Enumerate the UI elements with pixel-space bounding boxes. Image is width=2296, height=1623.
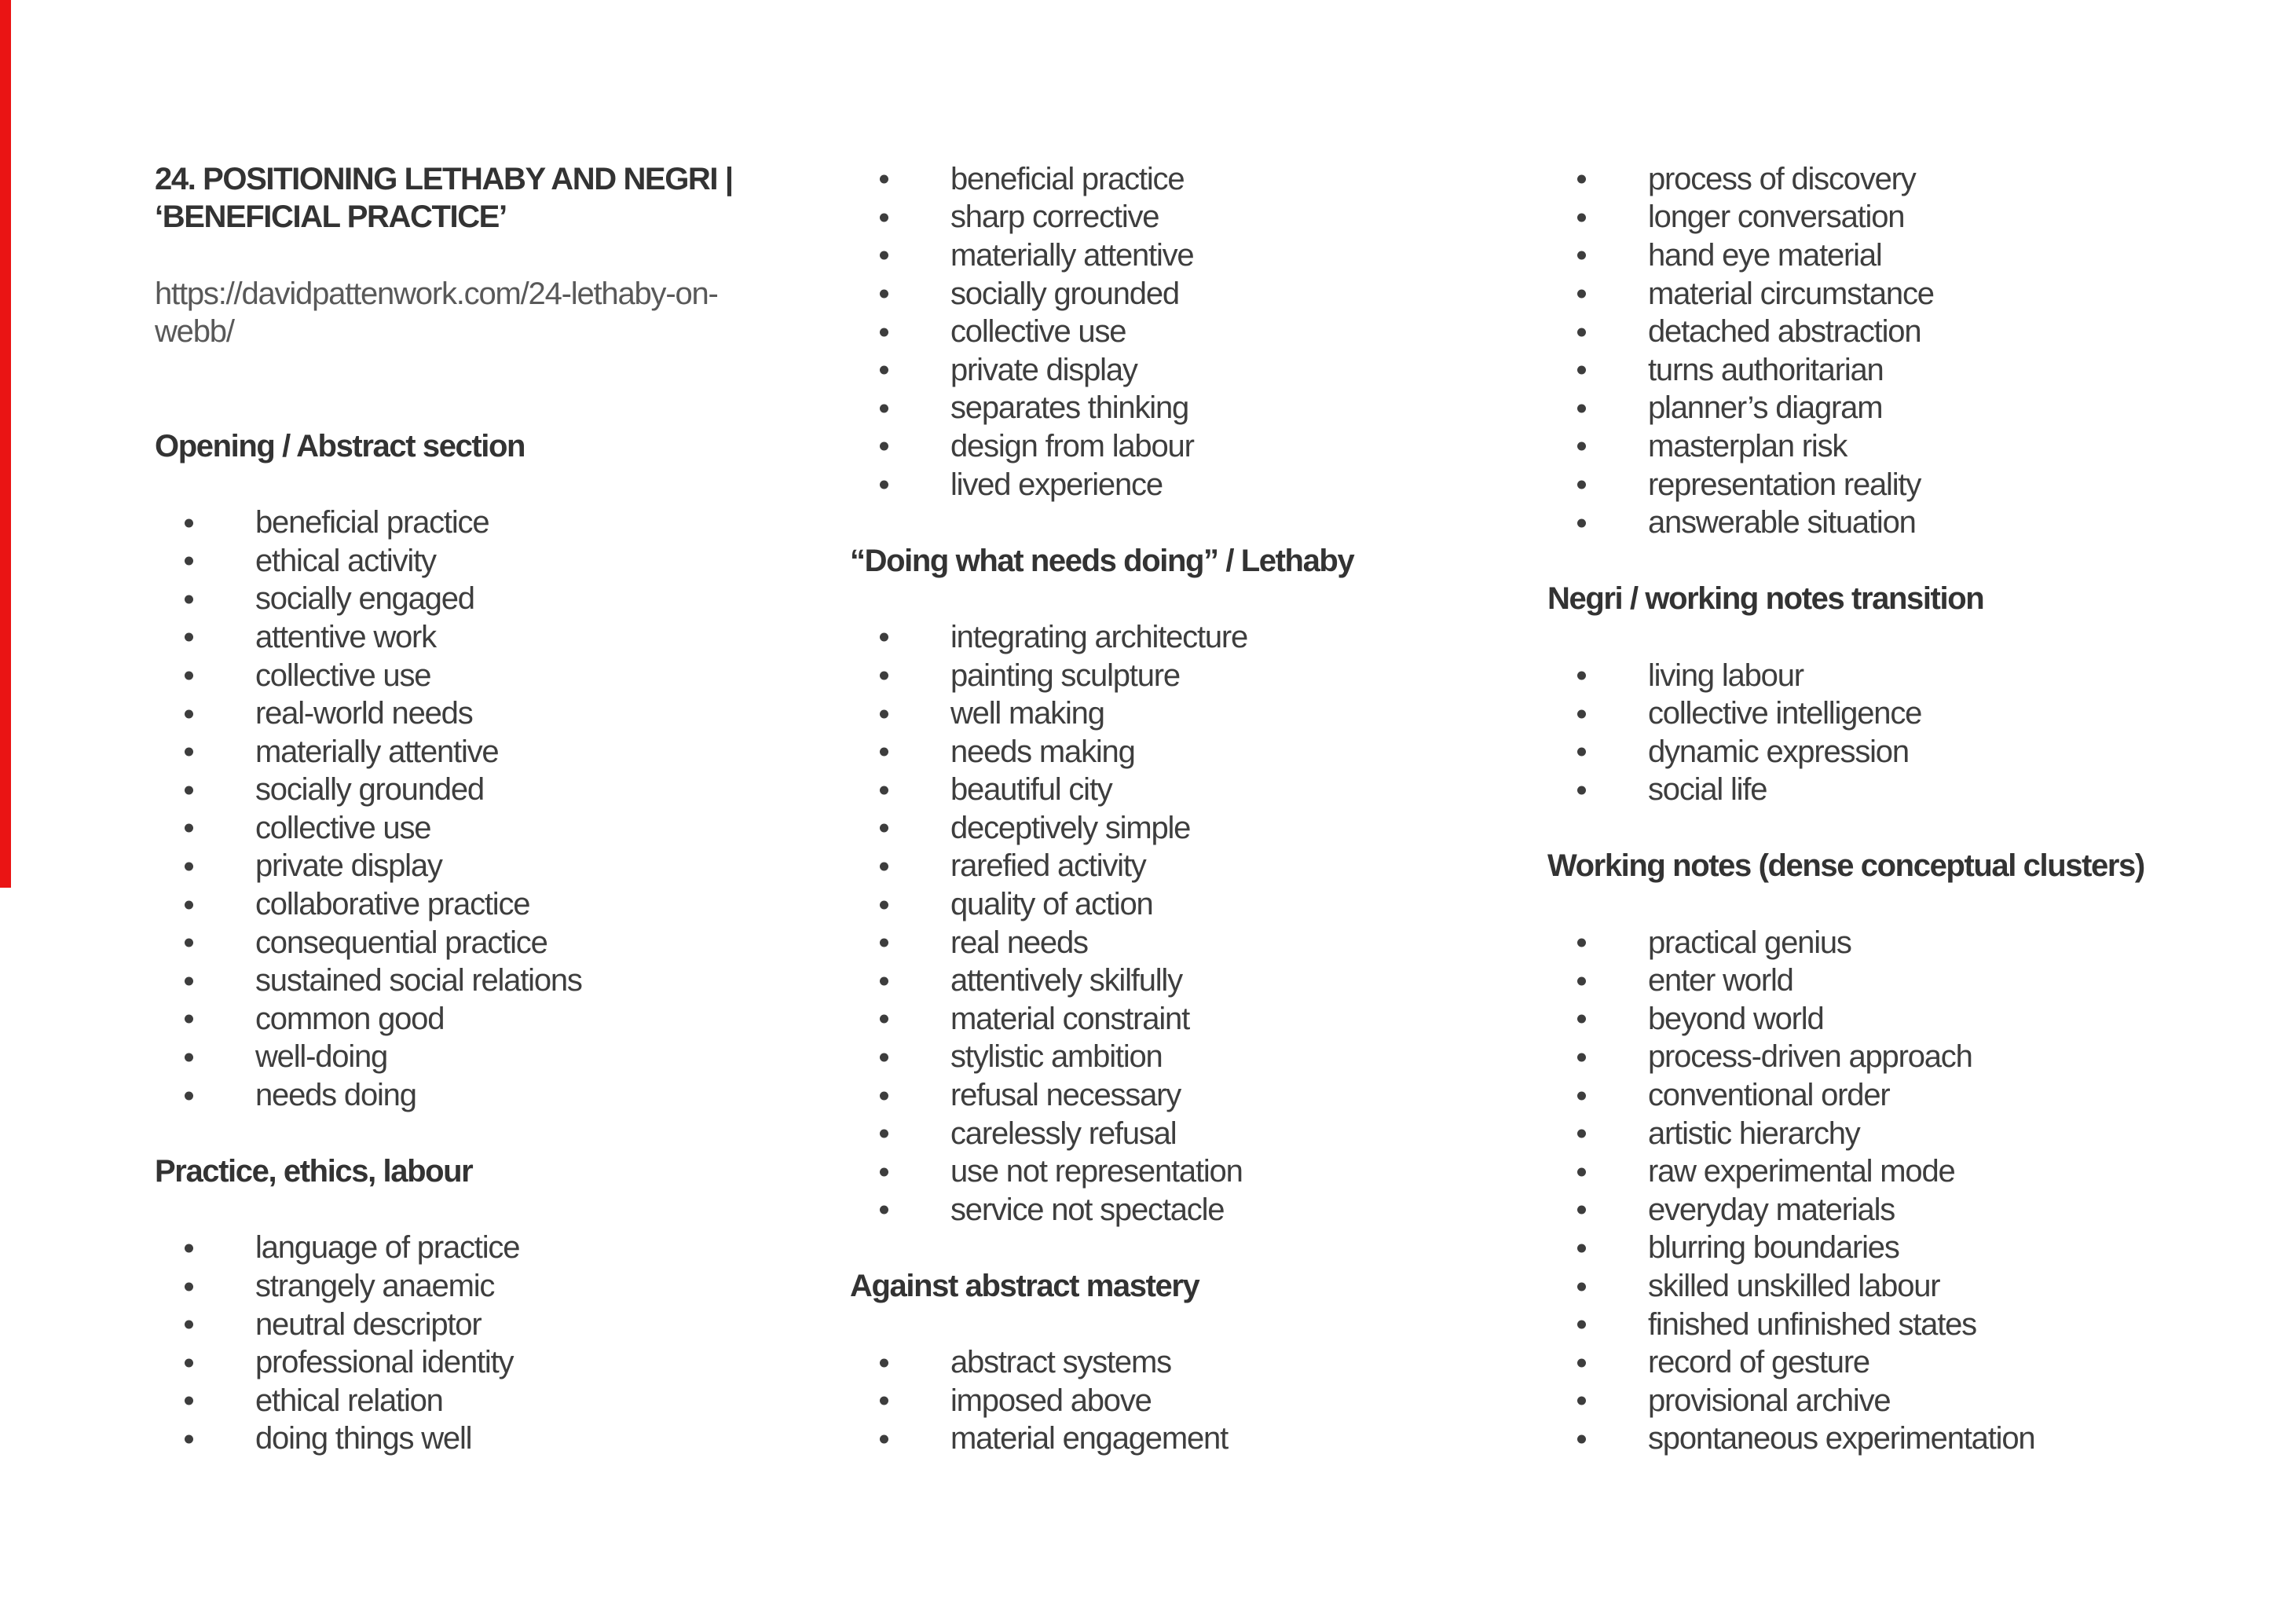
bullet-dot-icon	[185, 1282, 193, 1291]
bullet-dot-icon	[1577, 1282, 1586, 1291]
bullet-dot-icon	[880, 1397, 888, 1405]
list-item	[1547, 1382, 2254, 1420]
bullet-dot-icon	[1577, 939, 1586, 947]
bullet-dot-icon	[1577, 1206, 1586, 1215]
url-line	[155, 313, 862, 351]
list-item	[1547, 1152, 2254, 1191]
bullet-dot-icon	[185, 557, 193, 566]
list-item	[850, 694, 1557, 733]
list-item-text: process-driven approach	[1648, 1039, 1972, 1075]
list-item-text: collective use	[255, 658, 431, 693]
list-item	[155, 1229, 862, 1268]
list-item-text: everyday materials	[1648, 1192, 1895, 1227]
column-right	[1547, 160, 2254, 1458]
bullet-dot-icon	[1577, 366, 1586, 375]
list-item-text: masterplan risk	[1648, 428, 1847, 463]
list-item	[155, 1267, 862, 1306]
list-item	[1547, 466, 2254, 504]
list-item-text: beneficial practice	[950, 161, 1185, 196]
bullet-dot-icon	[185, 862, 193, 870]
bullet-dot-icon	[880, 1434, 888, 1443]
bullet-dot-icon	[1577, 213, 1586, 222]
list-item	[850, 771, 1557, 810]
list-item	[1547, 1115, 2254, 1153]
bullet-dot-icon	[185, 748, 193, 757]
bullet-dot-icon	[880, 328, 888, 336]
bullet-dot-icon	[880, 442, 888, 451]
list-item-text: doing things well	[255, 1421, 472, 1456]
bullet-dot-icon	[1577, 786, 1586, 794]
list-item-text: record of gesture	[1648, 1345, 1869, 1380]
section-heading-text: Negri / working notes transition	[1547, 581, 1984, 617]
bullet-dot-icon	[880, 251, 888, 260]
list-item-text: use not representation	[950, 1154, 1243, 1189]
list-item	[850, 618, 1557, 657]
list-item-text: materially attentive	[950, 237, 1194, 273]
bullet-dot-icon	[1577, 1091, 1586, 1100]
bullet-dot-icon	[185, 672, 193, 680]
list-item	[1547, 657, 2254, 695]
bullet-dot-icon	[185, 1091, 193, 1100]
bullet-dot-icon	[1577, 1434, 1586, 1443]
page-title-line	[155, 199, 862, 237]
bullet-dot-icon	[1577, 1244, 1586, 1252]
bullet-dot-icon	[880, 175, 888, 184]
blank-line	[850, 504, 1557, 542]
list-item-text: materially attentive	[255, 734, 499, 769]
list-item-text: deceptively simple	[950, 810, 1191, 845]
bullet-dot-icon	[880, 1206, 888, 1215]
list-item-text: enter world	[1648, 963, 1793, 998]
bullet-dot-icon	[880, 1167, 888, 1176]
list-item-text: practical genius	[1648, 925, 1851, 960]
list-item	[850, 1343, 1557, 1382]
bullet-dot-icon	[880, 709, 888, 718]
bullet-dot-icon	[880, 900, 888, 909]
list-item	[850, 390, 1557, 428]
list-item	[1547, 313, 2254, 351]
list-item	[1547, 160, 2254, 199]
list-item	[155, 1076, 862, 1115]
list-item-text: planner’s diagram	[1648, 390, 1883, 426]
list-item-text: quality of action	[950, 887, 1153, 922]
blank-line	[155, 390, 862, 428]
bullet-dot-icon	[185, 786, 193, 794]
list-item	[155, 657, 862, 695]
list-item	[1547, 1306, 2254, 1344]
list-item	[850, 848, 1557, 886]
bullet-dot-icon	[1577, 1053, 1586, 1061]
list-item-text: beneficial practice	[255, 505, 489, 540]
list-item-text: artistic hierarchy	[1648, 1116, 1860, 1151]
list-item-text: sustained social relations	[255, 963, 582, 998]
bullet-dot-icon	[880, 862, 888, 870]
blank-line	[155, 351, 862, 390]
bullet-dot-icon	[185, 1244, 193, 1252]
list-item	[850, 466, 1557, 504]
list-item	[850, 427, 1557, 466]
list-item	[1547, 236, 2254, 275]
list-item	[1547, 1000, 2254, 1039]
list-item-text: longer conversation	[1648, 200, 1905, 235]
list-item	[850, 1191, 1557, 1229]
list-item-text: ethical relation	[255, 1383, 443, 1418]
list-item-text: needs doing	[255, 1078, 416, 1113]
list-item-text: spontaneous experimentation	[1648, 1421, 2035, 1456]
list-item	[850, 924, 1557, 962]
bullet-dot-icon	[1577, 290, 1586, 299]
bullet-dot-icon	[185, 1397, 193, 1405]
list-item	[850, 885, 1557, 924]
bullet-dot-icon	[880, 633, 888, 642]
list-item-text: private display	[255, 848, 442, 884]
bullet-dot-icon	[880, 290, 888, 299]
list-item	[155, 618, 862, 657]
list-item	[155, 1343, 862, 1382]
list-item	[155, 771, 862, 810]
bullet-dot-icon	[185, 633, 193, 642]
list-item	[155, 962, 862, 1000]
list-item	[155, 1306, 862, 1344]
list-item	[850, 1115, 1557, 1153]
bullet-dot-icon	[1577, 175, 1586, 184]
section-heading	[155, 1152, 862, 1191]
list-item-text: integrating architecture	[950, 619, 1248, 654]
bullet-dot-icon	[185, 595, 193, 603]
list-item	[850, 657, 1557, 695]
bullet-dot-icon	[1577, 1015, 1586, 1024]
list-item-text: well-doing	[255, 1039, 388, 1075]
bullet-dot-icon	[880, 1015, 888, 1024]
list-item-text: process of discovery	[1648, 161, 1916, 196]
bullet-dot-icon	[880, 748, 888, 757]
bullet-dot-icon	[880, 939, 888, 947]
column-middle	[850, 160, 1557, 1458]
section-heading	[1547, 581, 2254, 619]
list-item	[1547, 694, 2254, 733]
blank-line	[1547, 618, 2254, 657]
list-item-text: carelessly refusal	[950, 1116, 1177, 1151]
list-item	[850, 809, 1557, 848]
list-item	[1547, 924, 2254, 962]
url-line-text: https://davidpattenwork.com/24-lethaby-on-	[155, 276, 718, 311]
list-item-text: well making	[950, 696, 1104, 731]
list-item	[1547, 1420, 2254, 1459]
bullet-dot-icon	[1577, 1167, 1586, 1176]
column-left	[155, 160, 862, 1458]
list-item-text: provisional archive	[1648, 1383, 1891, 1418]
list-item-text: material engagement	[950, 1421, 1228, 1456]
list-item	[850, 962, 1557, 1000]
list-item	[850, 733, 1557, 771]
list-item-text: attentively skilfully	[950, 963, 1182, 998]
blank-line	[155, 466, 862, 504]
list-item	[1547, 351, 2254, 390]
list-item	[850, 236, 1557, 275]
bullet-dot-icon	[185, 900, 193, 909]
bullet-dot-icon	[880, 213, 888, 222]
bullet-dot-icon	[1577, 1321, 1586, 1329]
list-item-text: refusal necessary	[950, 1078, 1181, 1113]
list-item-text: beautiful city	[950, 772, 1112, 808]
list-item	[850, 1076, 1557, 1115]
bullet-dot-icon	[880, 404, 888, 412]
list-item-text: private display	[950, 352, 1137, 387]
bullet-dot-icon	[1577, 518, 1586, 527]
bullet-dot-icon	[880, 824, 888, 833]
list-item-text: blurring boundaries	[1648, 1230, 1899, 1266]
list-item-text: collective use	[950, 314, 1126, 350]
bullet-dot-icon	[185, 1053, 193, 1061]
list-item	[1547, 199, 2254, 237]
bullet-dot-icon	[185, 1434, 193, 1443]
list-item	[1547, 275, 2254, 313]
list-item-text: imposed above	[950, 1383, 1152, 1418]
bullet-dot-icon	[185, 976, 193, 985]
list-item	[1547, 1267, 2254, 1306]
list-item	[1547, 427, 2254, 466]
blank-line	[850, 1229, 1557, 1268]
list-item	[850, 1039, 1557, 1077]
bullet-dot-icon	[1577, 481, 1586, 489]
list-item	[155, 848, 862, 886]
bullet-dot-icon	[185, 1321, 193, 1329]
url-line	[155, 275, 862, 313]
bullet-dot-icon	[1577, 1358, 1586, 1367]
page-title-line-text: ‘BENEFICIAL PRACTICE’	[155, 200, 507, 235]
list-item-text: separates thinking	[950, 390, 1189, 426]
list-item-text: stylistic ambition	[950, 1039, 1163, 1075]
list-item-text: conventional order	[1648, 1078, 1890, 1113]
section-heading-text: Practice, ethics, labour	[155, 1154, 473, 1189]
list-item-text: abstract systems	[950, 1345, 1171, 1380]
bullet-dot-icon	[880, 481, 888, 489]
section-heading-text: “Doing what needs doing” / Lethaby	[850, 543, 1354, 578]
list-item	[155, 504, 862, 542]
list-item	[1547, 1076, 2254, 1115]
list-item-text: rarefied activity	[950, 848, 1146, 884]
list-item-text: detached abstraction	[1648, 314, 1921, 350]
list-item-text: representation reality	[1648, 467, 1921, 502]
list-item-text: language of practice	[255, 1230, 520, 1266]
list-item	[1547, 1039, 2254, 1077]
blank-line	[155, 1115, 862, 1153]
blank-line	[1547, 809, 2254, 848]
bullet-dot-icon	[880, 1130, 888, 1138]
bullet-dot-icon	[1577, 404, 1586, 412]
bullet-dot-icon	[1577, 442, 1586, 451]
list-item-text: professional identity	[255, 1345, 514, 1380]
list-item	[155, 1000, 862, 1039]
list-item-text: collective use	[255, 810, 431, 845]
bullet-dot-icon	[1577, 748, 1586, 757]
list-item-text: beyond world	[1648, 1001, 1824, 1036]
list-item	[1547, 1229, 2254, 1268]
bullet-dot-icon	[185, 1015, 193, 1024]
list-item	[850, 351, 1557, 390]
list-item-text: socially grounded	[950, 276, 1179, 311]
list-item	[850, 1382, 1557, 1420]
bullet-dot-icon	[185, 824, 193, 833]
list-item-text: strangely anaemic	[255, 1269, 495, 1304]
list-item	[850, 1420, 1557, 1459]
list-item	[1547, 962, 2254, 1000]
section-heading-text: Opening / Abstract section	[155, 428, 525, 463]
blank-line	[155, 236, 862, 275]
list-item	[850, 199, 1557, 237]
list-item-text: real needs	[950, 925, 1088, 960]
page-title-line	[155, 160, 862, 199]
list-item-text: design from labour	[950, 428, 1194, 463]
bullet-dot-icon	[1577, 976, 1586, 985]
blank-line	[1547, 885, 2254, 924]
bullet-dot-icon	[185, 939, 193, 947]
list-item	[1547, 1343, 2254, 1382]
section-heading-text: Working notes (dense conceptual clusters)	[1547, 848, 2144, 884]
list-item	[850, 1000, 1557, 1039]
bullet-dot-icon	[880, 786, 888, 794]
list-item	[155, 1382, 862, 1420]
bullet-dot-icon	[185, 518, 193, 527]
section-heading-text: Against abstract mastery	[850, 1269, 1199, 1304]
list-item-text: ethical activity	[255, 543, 436, 578]
list-item-text: raw experimental mode	[1648, 1154, 1955, 1189]
bullet-dot-icon	[1577, 1130, 1586, 1138]
left-edge-red-mark	[0, 0, 11, 888]
list-item-text: material circumstance	[1648, 276, 1934, 311]
list-item	[155, 924, 862, 962]
blank-line	[155, 1191, 862, 1229]
section-heading	[1547, 848, 2254, 886]
list-item-text: social life	[1648, 772, 1767, 808]
list-item-text: needs making	[950, 734, 1135, 769]
section-heading	[850, 542, 1557, 581]
list-item-text: lived experience	[950, 467, 1163, 502]
bullet-dot-icon	[880, 672, 888, 680]
blank-line	[850, 581, 1557, 619]
list-item	[155, 809, 862, 848]
list-item-text: neutral descriptor	[255, 1306, 482, 1342]
bullet-dot-icon	[880, 366, 888, 375]
list-item-text: real-world needs	[255, 696, 473, 731]
list-item-text: collaborative practice	[255, 887, 530, 922]
list-item	[1547, 733, 2254, 771]
list-item-text: material constraint	[950, 1001, 1189, 1036]
list-item	[1547, 771, 2254, 810]
list-item	[155, 1039, 862, 1077]
list-item	[850, 275, 1557, 313]
list-item-text: painting sculpture	[950, 658, 1180, 693]
list-item-text: sharp corrective	[950, 200, 1159, 235]
list-item-text: finished unfinished states	[1648, 1306, 1976, 1342]
list-item	[155, 885, 862, 924]
list-item	[850, 1152, 1557, 1191]
bullet-dot-icon	[1577, 251, 1586, 260]
list-item	[1547, 504, 2254, 542]
list-item-text: skilled unskilled labour	[1648, 1269, 1940, 1304]
section-heading	[850, 1267, 1557, 1306]
page-title-line-text: 24. POSITIONING LETHABY AND NEGRI |	[155, 161, 733, 196]
list-item-text: dynamic expression	[1648, 734, 1909, 769]
list-item-text: service not spectacle	[950, 1192, 1225, 1227]
section-heading	[155, 427, 862, 466]
list-item-text: attentive work	[255, 619, 436, 654]
list-item-text: consequential practice	[255, 925, 547, 960]
list-item	[155, 581, 862, 619]
bullet-dot-icon	[185, 709, 193, 718]
url-line-text: webb/	[155, 314, 234, 350]
bullet-dot-icon	[1577, 709, 1586, 718]
bullet-dot-icon	[1577, 672, 1586, 680]
list-item	[850, 160, 1557, 199]
list-item	[155, 694, 862, 733]
list-item	[850, 313, 1557, 351]
list-item-text: socially engaged	[255, 581, 474, 617]
list-item	[155, 733, 862, 771]
list-item-text: hand eye material	[1648, 237, 1882, 273]
bullet-dot-icon	[880, 1358, 888, 1367]
list-item	[155, 542, 862, 581]
list-item-text: answerable situation	[1648, 505, 1916, 540]
list-item-text: collective intelligence	[1648, 696, 1922, 731]
bullet-dot-icon	[1577, 328, 1586, 336]
blank-line	[850, 1306, 1557, 1344]
list-item	[1547, 390, 2254, 428]
bullet-dot-icon	[1577, 1397, 1586, 1405]
bullet-dot-icon	[880, 976, 888, 985]
blank-line	[1547, 542, 2254, 581]
bullet-dot-icon	[880, 1091, 888, 1100]
list-item-text: common good	[255, 1001, 445, 1036]
list-item	[155, 1420, 862, 1459]
list-item	[1547, 1191, 2254, 1229]
bullet-dot-icon	[185, 1358, 193, 1367]
bullet-dot-icon	[880, 1053, 888, 1061]
list-item-text: turns authoritarian	[1648, 352, 1884, 387]
list-item-text: living labour	[1648, 658, 1803, 693]
list-item-text: socially grounded	[255, 772, 484, 808]
